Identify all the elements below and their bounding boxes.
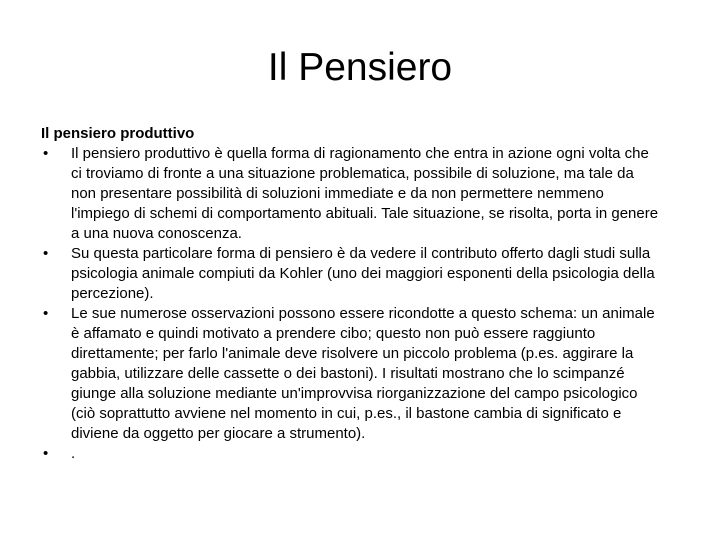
slide-title: Il Pensiero (267, 46, 453, 89)
bullet-item-1 (41, 144, 661, 244)
bullet-icon: • (43, 245, 49, 262)
bullet-list (41, 144, 661, 464)
bullet-item-4 (41, 444, 661, 464)
bullet-item-3 (41, 304, 661, 444)
bullet-icon: • (43, 145, 49, 162)
slide-body (41, 124, 661, 464)
bullet-icon: • (43, 305, 49, 322)
bullet-text: . (71, 445, 76, 462)
bullet-text: Su questa particolare forma di pensiero è da vedere il contributo offerto dagli studi sulla psicologia animale compiuti da Kohler (uno dei maggiori esponenti della psicologia della percezione). (71, 245, 655, 302)
bullet-item-2 (41, 244, 661, 304)
bullet-text: Le sue numerose osservazioni possono essere ricondotte a questo schema: un animale è affamato e quindi motivato a prendere cibo; questo non può essere raggiunto direttamente; per farlo l'animale deve risolvere un piccolo problema (p.es. aggirare la gabbia, utilizzare delle cassette o dei bastoni). I risultati mostrano che lo scimpanzé giunge alla soluzione mediante un'improvvisa riorganizzazione del campo psicologico (ciò soprattutto avviene nel momento in cui, p.es., il bastone cambia di significato e diviene da oggetto per giocare a strumento). (71, 305, 655, 442)
bullet-text: Il pensiero produttivo è quella forma di ragionamento che entra in azione ogni volta che ci troviamo di fronte a una situazione problematica, possibile di soluzione, ma tale da non presentare possibilità di soluzioni immediate e da non permettere nemmeno l'impiego di schemi di comportamento abituali. Tale situazione, se risolta, porta in genere a una nuova conoscenza. (71, 145, 659, 242)
subheading: Il pensiero produttivo (41, 125, 195, 142)
bullet-icon: • (43, 445, 49, 462)
